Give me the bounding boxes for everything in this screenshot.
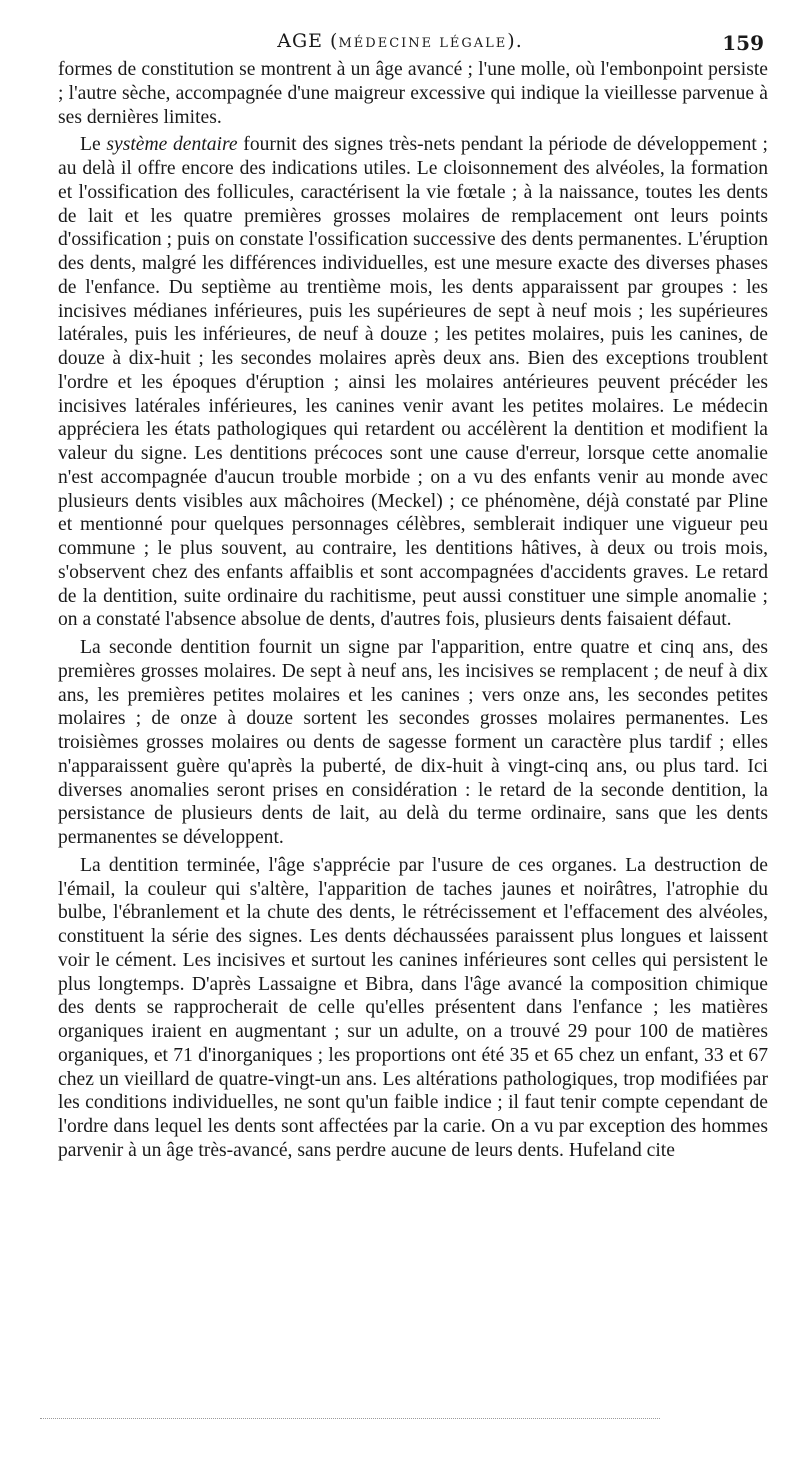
running-title xyxy=(0,30,800,52)
page-number: 159 xyxy=(722,31,764,55)
running-title-main: AGE ( xyxy=(277,30,339,52)
paragraph-systeme-dentaire xyxy=(58,133,768,632)
body-text xyxy=(58,58,768,1167)
paragraph-seconde-dentition: La seconde dentition fournit un signe par l'apparition, entre quatre et cinq ans, des premières grosses molaires. De sept à neuf ans, les incisives se remplacent ; de neuf à dix ans, les premières petites molaires et les canines ; vers onze ans, les secondes petites molaires ; de onze à douze sortent les secondes grosses molaires permanentes. Les troisièmes grosses molaires ou dents de sagesse forment un caractère plus tardif ; elles n'apparaissent guère qu'après la puberté, de dix-huit à vingt-cinq ans, ou plus tard. Ici diverses anomalies seront prises en considération : le retard de la seconde dentition, la persistance de plusieurs dents de lait, au delà du terme ordinaire, sans que les dents permanentes se développent. xyxy=(58,637,768,848)
paragraph-dentition-terminee: La dentition terminée, l'âge s'apprécie par l'usure de ces organes. La destruction de l'émail, la couleur qui s'altère, l'apparition de taches jaunes et noirâtres, l'atrophie du bulbe, l'ébranlement et la chute des dents, le rétrécissement et l'effacement des alvéoles, constituent la série des signes. Les dents déchaussées paraissent plus longues et laissent voir le cément. Les incisives et surtout les canines inférieures sont celles qui persistent le plus longtemps. D'après Lassaigne et Bibra, dans l'âge avancé la composition chimique des dents se rapprocherait de celle qu'elles présentent dans l'enfance ; les matières organiques iraient en augmentant ; sur un adulte, on a trouvé 29 pour 100 de matières organiques, et 71 d'inorganiques ; les proportions ont été 35 et 65 chez un enfant, 33 et 67 chez un vieillard de quatre-vingt-un ans. Les altérations pathologiques, trop modifiées par les conditions individuelles, ne sont qu'un faible indice ; il faut tenir compte cependant de l'ordre dans lequel les dents sont affectées par la carie. On a vu par exception des hommes parvenir à un âge très-avancé, sans perdre aucune de leurs dents. Hufeland cite xyxy=(58,854,768,1161)
running-title-subject: MÉDECINE LÉGALE xyxy=(338,36,508,51)
paragraph-lead: Le xyxy=(80,134,107,156)
running-header xyxy=(0,30,800,56)
paragraph-continued: formes de constitution se montrent à un âge avancé ; l'une molle, où l'embonpoint persiste ; l'autre sèche, accompagnée d'une maigreur excessive qui indique la vieillesse parvenue à ses dernières limites. xyxy=(58,59,768,128)
scan-artifact-line xyxy=(40,1418,660,1419)
running-title-end: ). xyxy=(507,30,523,52)
emphasis-term: système dentaire xyxy=(106,134,238,156)
paragraph-body: fournit des signes très-nets pendant la période de développement ; au delà il offre encore des indications utiles. Le cloisonnement des alvéoles, la formation et l'ossification des follicules, caractérisent la vie fœtale ; à la naissance, toutes les dents de lait et les quatre premières grosses molaires de remplacement ont leurs points d'ossification ; puis on constate l'ossification successive des dents permanentes. L'éruption des dents, malgré les différences individuelles, est une mesure exacte des diverses phases de l'enfance. Du septième au trentième mois, les dents apparaissent par groupes : les incisives médianes inférieures, puis les supérieures de sept à neuf mois ; les supérieures latérales, puis les inférieures, de neuf à douze ; les petites molaires, puis les canines, de douze à dix-huit ; les secondes molaires après deux ans. Bien des exceptions troublent l'ordre et les époques d'éruption ; ainsi les molaires antérieures peuvent précéder les incisives latérales inférieures, les canines venir avant les petites molaires. Le médecin appréciera les états pathologiques qui retardent ou accélèrent la dentition et modifient la valeur du signe. Les dentitions précoces sont une cause d'erreur, lorsque cette anomalie n'est accompagnée d'aucun trouble morbide ; on a vu des enfants venir au monde avec plusieurs dents visibles aux mâchoires (Meckel) ; ce phénomène, déjà constaté par Pline et mentionné pour quelques personnages célèbres, semblerait indiquer une vigueur peu commune ; le plus souvent, au contraire, les dentitions hâtives, à deux ou trois mois, s'observent chez des enfants affaiblis et sont accompagnées d'accidents graves. Le retard de la dentition, suite ordinaire du rachitisme, peut aussi constituer une simple anomalie ; on a constaté l'absence absolue de dents, d'autres fois, plusieurs dents faisaient défaut. xyxy=(58,134,768,631)
